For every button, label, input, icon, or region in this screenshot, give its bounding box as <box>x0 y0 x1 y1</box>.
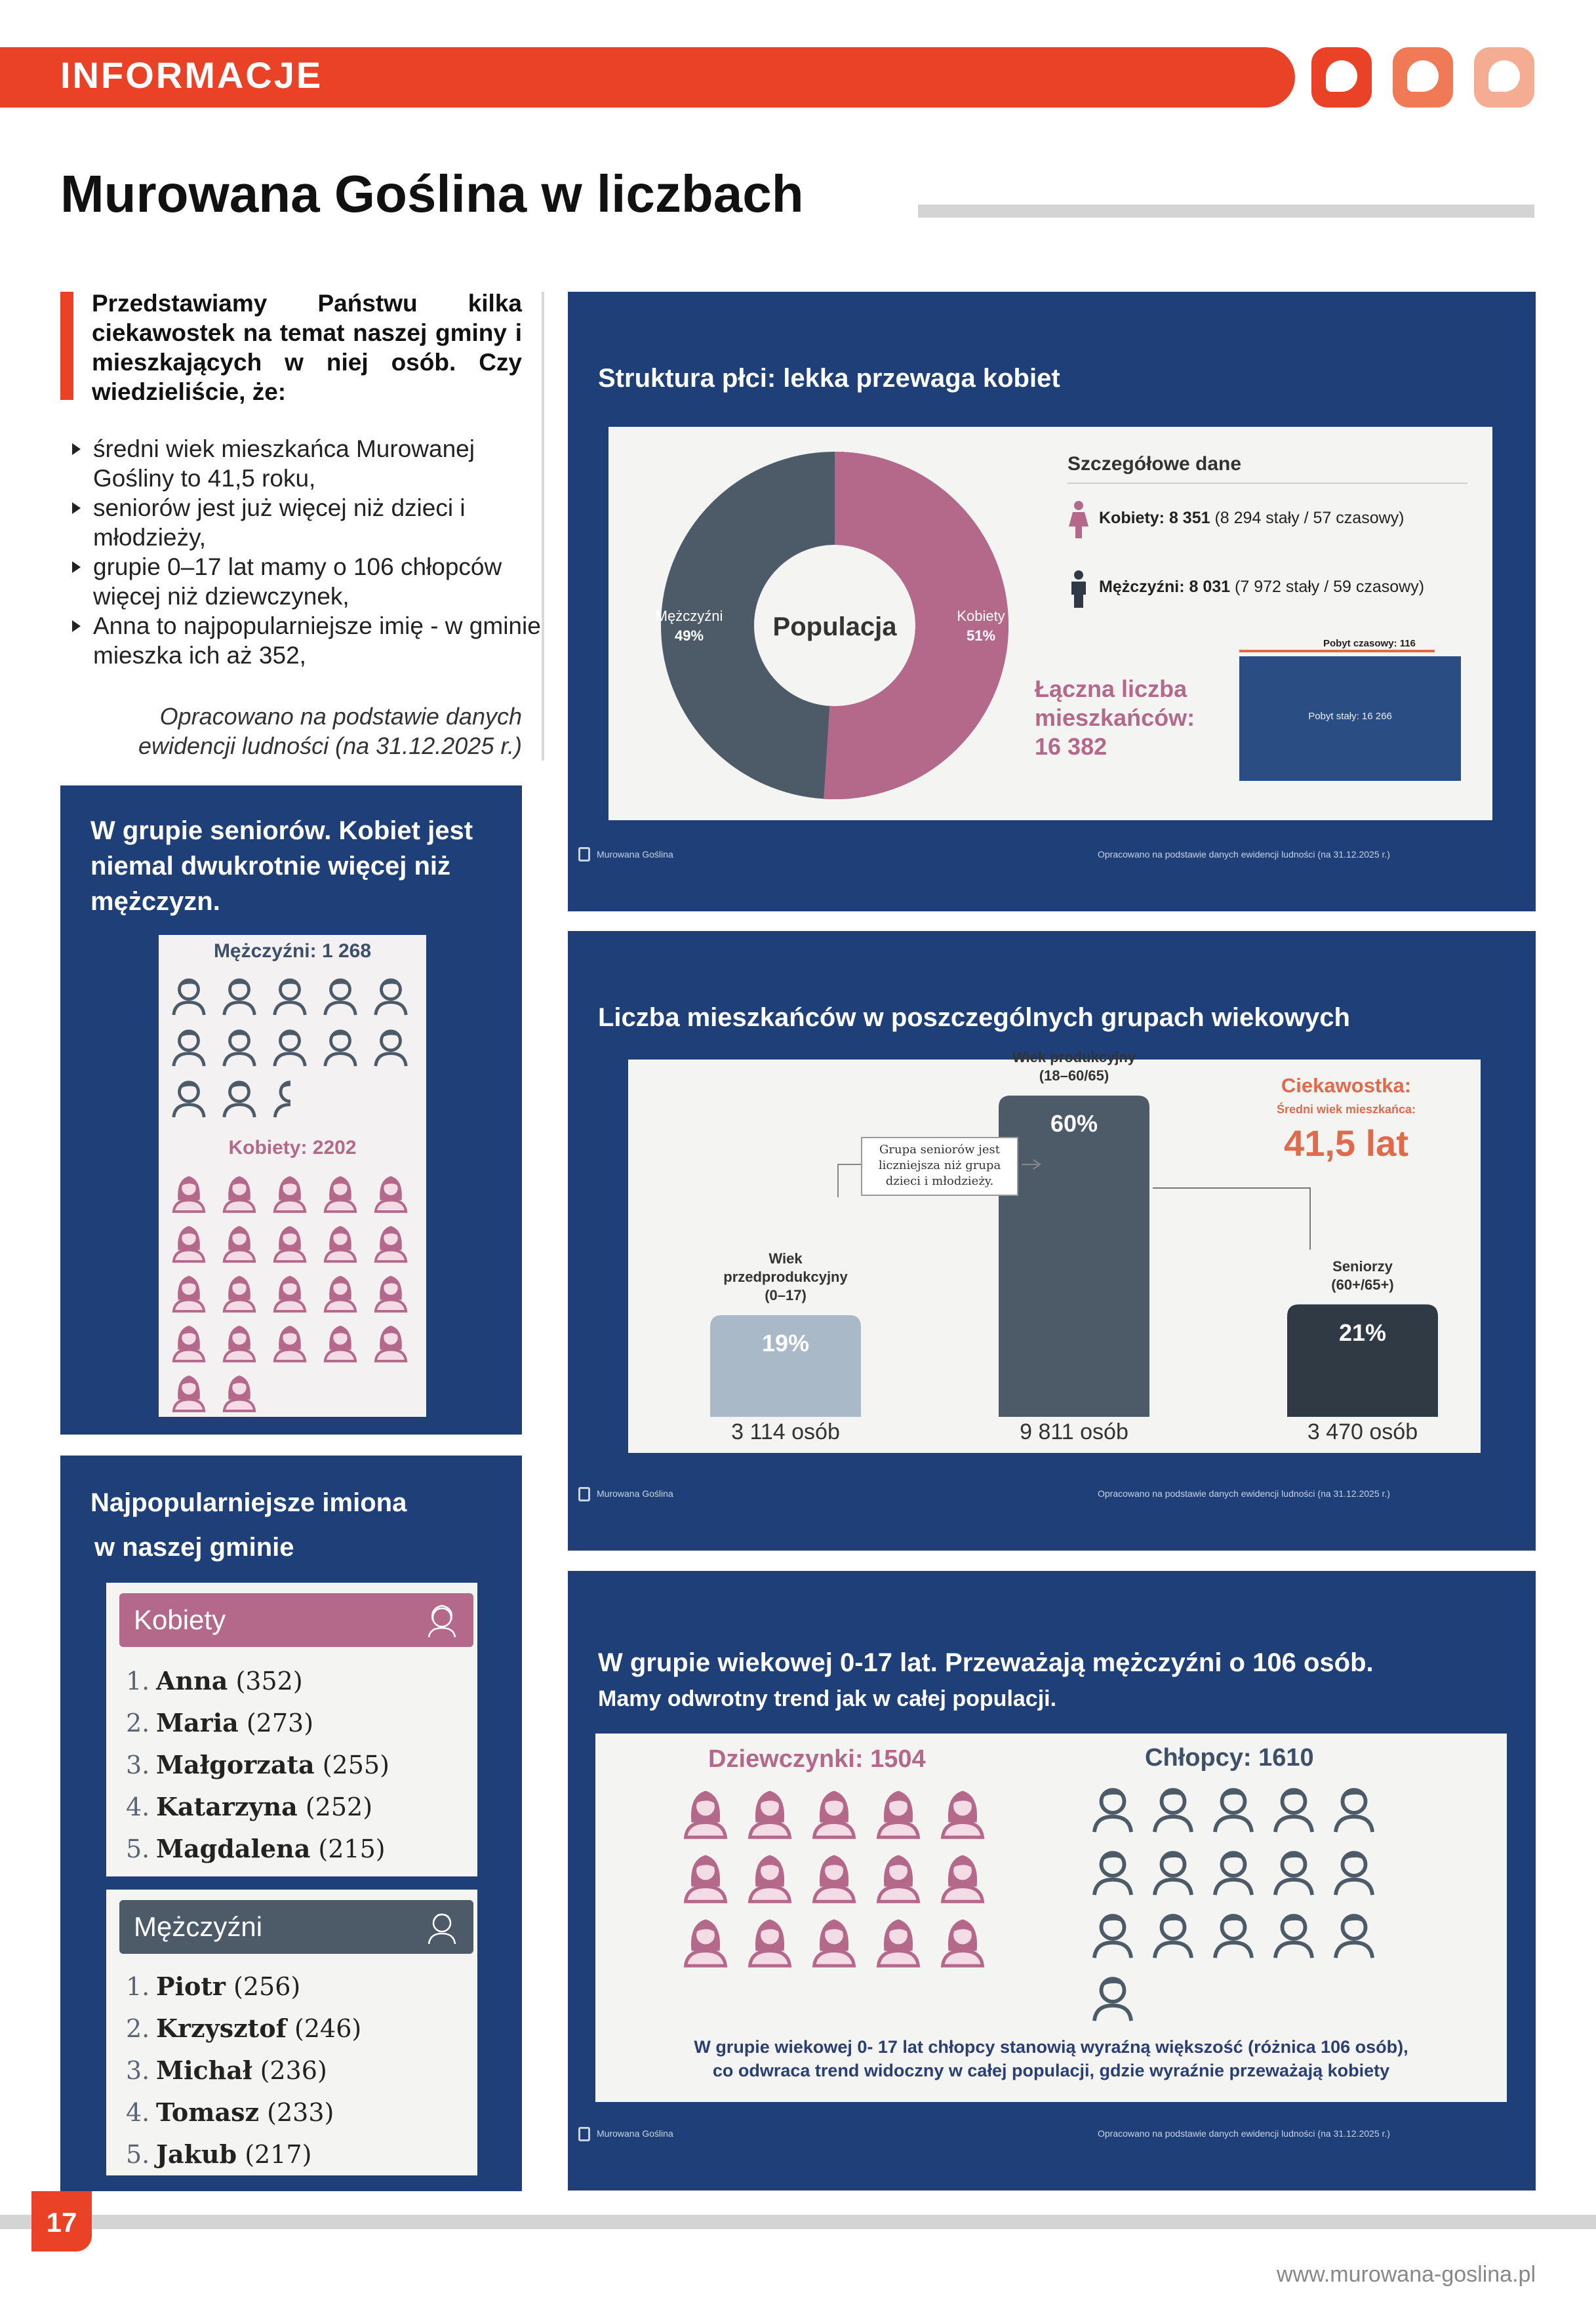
girls-label: Dziewczynki: 1504 <box>708 1745 926 1773</box>
total-residents: Łączna liczba mieszkańców: 16 382 <box>1035 675 1195 760</box>
list-item: 5. Magdalena (215) <box>126 1834 386 1863</box>
list-item: Anna to najpopularniejsze imię - w gminie mieszka ich aż 352, <box>72 611 544 670</box>
list-item: 1. Piotr (256) <box>126 1972 301 2001</box>
man-outline-icon <box>424 1909 460 1945</box>
speech-bubble-icon <box>1474 47 1534 108</box>
youth-note: W grupie wiekowej 0- 17 lat chłopcy stanowią wyraźną większość (różnica 106 osób), co odwraca trend widoczny w całej populacji, gdzie wyraźnie przeważają kobiety <box>694 2037 1408 2080</box>
bar-count-label: 9 811 osób <box>1020 1419 1128 1444</box>
title-divider <box>918 205 1534 218</box>
footer-logo-text: Murowana Goślina <box>597 1488 673 1499</box>
girls-pictogram <box>674 1783 1015 1980</box>
list-item: 3. Małgorzata (255) <box>126 1750 389 1779</box>
bar-category-label: Wiek przedprodukcyjny (0–17) <box>723 1250 848 1303</box>
municipality-logo-icon <box>578 847 590 862</box>
panel-title: W grupie wiekowej 0-17 lat. Przeważają mężczyźni o 106 osób. <box>598 1648 1374 1677</box>
bar-count-label: 3 470 osób <box>1307 1419 1418 1444</box>
seniors-card <box>159 935 426 1417</box>
boys-label: Chłopcy: 1610 <box>1145 1744 1314 1772</box>
seniors-men-label: Mężczyźni: 1 268 <box>213 940 372 962</box>
women-names-list <box>126 1660 389 1870</box>
youth-panel <box>568 1571 1536 2191</box>
footer-logo-text: Murowana Goślina <box>597 849 673 860</box>
speech-bubble-icon <box>1311 47 1372 108</box>
donut-center-label: Populacja <box>772 612 897 641</box>
source-note: Opracowano na podstawie danych ewidencji ludności (na 31.12.2025 r.) <box>138 703 522 759</box>
panel-title: W grupie seniorów. Kobiet jest niemal dwukrotnie więcej niż mężczyzn. <box>90 816 473 916</box>
footer-source: Opracowano na podstawie danych ewidencji ludności (na 31.12.2025 r.) <box>1098 849 1390 860</box>
man-figure-icon <box>1067 570 1090 609</box>
popular-names-panel <box>60 1456 522 2191</box>
seniors-women-label: Kobiety: 2202 <box>228 1137 357 1159</box>
website-link[interactable]: www.murowana-goslina.pl <box>1277 2262 1536 2287</box>
page-title: Murowana Goślina w liczbach <box>60 165 804 223</box>
panel-subtitle: Mamy odwrotny trend jak w całej populacji. <box>598 1686 1057 1711</box>
municipality-logo-icon <box>578 2127 590 2141</box>
men-names-header: Mężczyźni <box>119 1900 473 1954</box>
footer-source: Opracowano na podstawie danych ewidencji ludności (na 31.12.2025 r.) <box>1098 2128 1390 2139</box>
permanent-stay-label: Pobyt stały: 16 266 <box>1308 711 1392 722</box>
list-item: 1. Anna (352) <box>126 1666 303 1695</box>
list-item: średni wiek mieszkańca Murowanej Gośliny to 41,5 roku, <box>72 434 544 493</box>
footer-logo-text: Murowana Goślina <box>597 2128 673 2139</box>
list-item: 3. Michał (236) <box>126 2055 327 2085</box>
facts-list <box>72 434 544 670</box>
intro-lead: Przedstawiamy Państwu kilka ciekawostek na temat naszej gminy i mieszkających w niej osób. Czy wiedzieliście, że: <box>92 290 522 405</box>
footer-bar <box>0 2215 1596 2229</box>
age-groups-card <box>628 1049 1481 1453</box>
panel-title: Struktura płci: lekka przewaga kobiet <box>598 364 1060 393</box>
woman-outline-icon <box>424 1602 460 1638</box>
gender-donut-chart <box>648 439 1022 812</box>
chart-labels-layer <box>628 1049 1481 1453</box>
temporary-stay-bar <box>1239 650 1435 652</box>
women-detail-line: Kobiety: 8 351 (8 294 stały / 57 czasowy) <box>1099 509 1405 527</box>
callout-text: Grupa seniorów jest liczniejsza niż grupa dzieci i młodzieży. <box>878 1143 1001 1188</box>
list-item: 4. Katarzyna (252) <box>126 1792 373 1821</box>
section-label: INFORMACJE <box>60 54 323 96</box>
men-names-card <box>106 1890 477 2175</box>
details-heading: Szczegółowe dane <box>1067 453 1242 475</box>
panel-subtitle: w naszej gminie <box>94 1533 294 1562</box>
details-divider <box>1067 483 1467 484</box>
women-names-header: Kobiety <box>119 1593 473 1647</box>
seniors-men-pictogram <box>167 974 422 1132</box>
temporary-stay-label: Pobyt czasowy: 116 <box>1323 638 1416 649</box>
fact-subtitle: Średni wiek mieszkańca: <box>1276 1103 1416 1116</box>
list-item: 4. Tomasz (233) <box>126 2097 334 2127</box>
intro-accent-bar <box>60 292 73 400</box>
women-pct: 51% <box>966 627 996 644</box>
woman-figure-icon <box>1067 500 1090 540</box>
bar-count-label: 3 114 osób <box>731 1419 840 1444</box>
panel-title: Najpopularniejsze imiona <box>90 1488 407 1517</box>
list-item: 2. Maria (273) <box>126 1708 314 1737</box>
list-item: 5. Jakub (217) <box>126 2139 312 2169</box>
municipality-logo-icon <box>578 1487 590 1501</box>
list-item: 2. Krzysztof (246) <box>126 2013 362 2043</box>
footer-source: Opracowano na podstawie danych ewidencji ludności (na 31.12.2025 r.) <box>1098 1488 1390 1499</box>
page-number: 17 <box>31 2191 92 2251</box>
list-item: seniorów jest już więcej niż dzieci i młodzieży, <box>72 493 544 552</box>
fact-title: Ciekawostka: <box>1281 1074 1412 1097</box>
list-item: grupie 0–17 lat mamy o 106 chłopców więcej niż dziewczynek, <box>72 552 544 611</box>
men-detail-line: Mężczyźni: 8 031 (7 972 stały / 59 czasowy) <box>1099 578 1425 596</box>
women-label: Kobiety <box>957 608 1005 624</box>
bar-category-label: Seniorzy (60+/65+) <box>1331 1258 1394 1293</box>
bar-category-label: Wiek produkcyjny (18–60/65) <box>1012 1049 1136 1084</box>
seniors-panel <box>60 785 522 1435</box>
youth-card <box>595 1734 1507 2102</box>
men-label: Mężczyźni <box>655 608 723 624</box>
bar-value-label: 21% <box>1338 1319 1387 1346</box>
seniors-women-pictogram <box>167 1171 422 1414</box>
men-pct: 49% <box>674 627 704 644</box>
women-names-card <box>106 1583 477 1876</box>
speech-bubble-icon <box>1393 47 1453 108</box>
panel-title: Liczba mieszkańców w poszczególnych grupach wiekowych <box>598 1003 1350 1032</box>
boys-pictogram <box>1085 1782 1399 2044</box>
bar-value-label: 60% <box>1050 1110 1098 1137</box>
fact-value: 41,5 lat <box>1284 1122 1408 1164</box>
gender-card <box>608 427 1492 820</box>
age-groups-panel <box>568 931 1536 1551</box>
bar-value-label: 19% <box>761 1329 810 1357</box>
gender-structure-panel <box>568 292 1536 911</box>
men-names-list <box>126 1966 361 2175</box>
